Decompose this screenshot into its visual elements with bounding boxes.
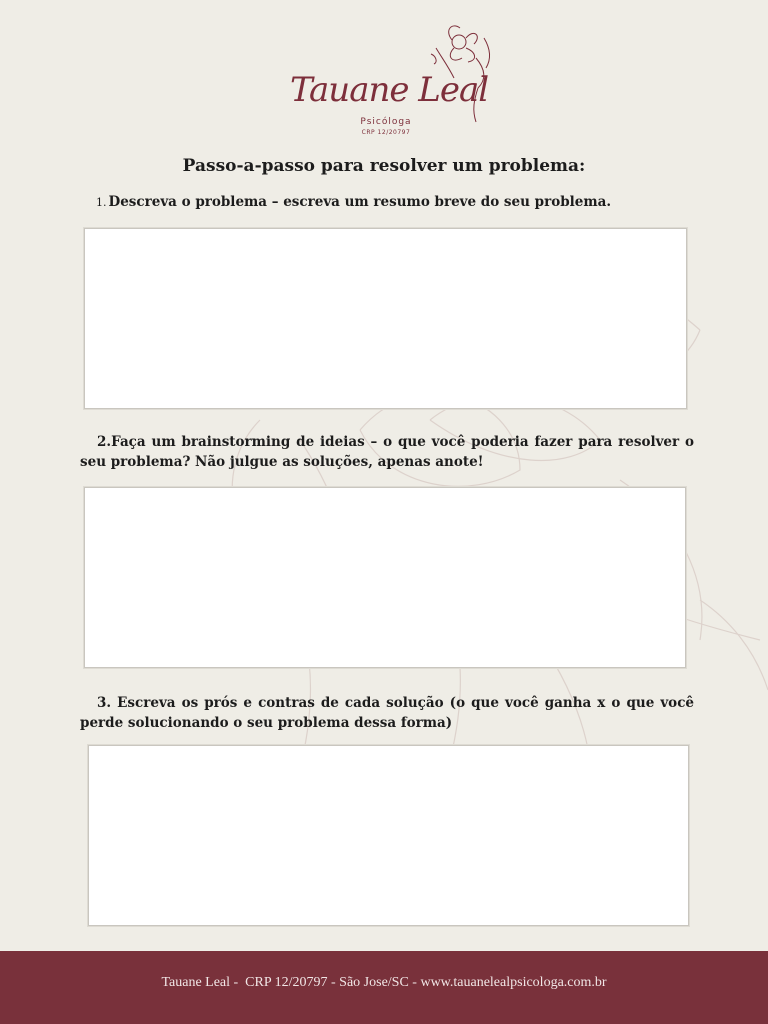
question-1-text: Descreva o problema – escreva um resumo breve do seu problema.	[108, 194, 612, 210]
question-3-text: 3. Escreva os prós e contras de cada solução (o que você ganha x o que você perde solucionando o seu problema dessa forma)	[80, 695, 694, 731]
question-1	[96, 192, 716, 213]
question-1-number: 1.	[96, 196, 107, 209]
answer-box-3[interactable]	[88, 745, 689, 926]
answer-box-1[interactable]	[84, 228, 687, 409]
question-2-text: 2.Faça um brainstorming de ideias – o que você poderia fazer para resolver o seu problema? Não julgue as soluções, apenas anote!	[80, 434, 694, 470]
footer-text: Tauane Leal - CRP 12/20797 - São Jose/SC - www.tauanelealpsicologa.com.br	[161, 975, 607, 990]
logo-name: Tauane Leal	[290, 70, 489, 110]
brand-logo	[286, 18, 498, 142]
answer-box-2[interactable]	[84, 487, 686, 668]
page-title: Passo-a-passo para resolver um problema:	[182, 156, 586, 176]
footer-bar	[0, 951, 768, 1024]
logo-crp: CRP 12/20797	[361, 129, 411, 136]
logo-subtitle: Psicóloga	[360, 117, 412, 127]
